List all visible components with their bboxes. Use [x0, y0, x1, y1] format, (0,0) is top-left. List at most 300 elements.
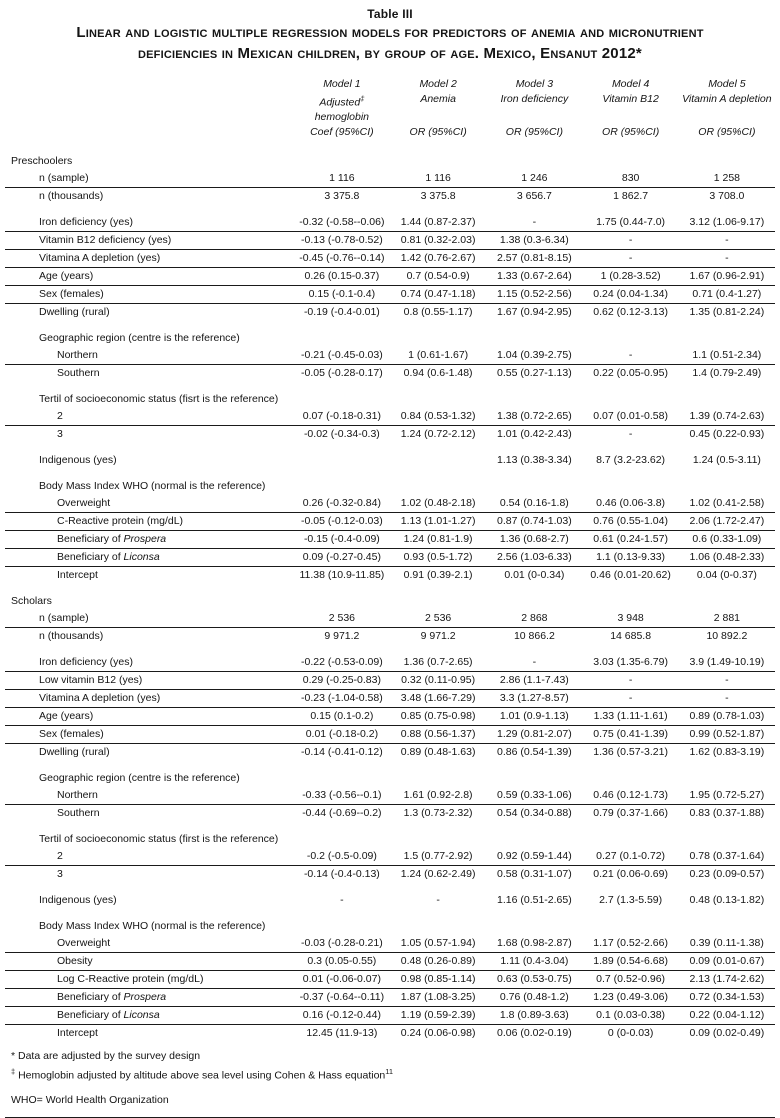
row-label: Indigenous (yes): [39, 894, 117, 906]
column-header-model3-line2: Iron deficiency: [500, 93, 569, 105]
value-cell-model4: 830: [583, 170, 679, 188]
table-row: [5, 347, 775, 365]
value-cell-model2: 0.8 (0.55-1.17): [403, 306, 473, 318]
column-header-model5-line2: Vitamin A depletion: [682, 93, 772, 105]
value-cell-model4: 8.7 (3.2-23.62): [596, 454, 666, 466]
value-cell-model1: -0.21 (-0.45-0.03): [294, 347, 390, 365]
value-cell-model5: 0.23 (0.09-0.57): [689, 868, 765, 880]
section-header-label: Tertil of socioeconomic status (first is the reference): [39, 833, 279, 845]
group-label: Preschoolers: [11, 155, 73, 167]
value-cell-model2: 1.44 (0.87-2.37): [390, 214, 486, 232]
table-row: [5, 512, 775, 530]
value-cell-model4: -: [583, 347, 679, 365]
value-cell-model5: 3 708.0: [709, 190, 745, 202]
value-cell-model2: 1.24 (0.81-1.9): [390, 530, 486, 548]
value-cell-model2: 1.13 (1.01-1.27): [390, 512, 486, 530]
value-cell-model3: 1.29 (0.81-2.07): [486, 725, 582, 743]
value-cell-model3: 1.38 (0.72-2.65): [486, 408, 582, 426]
table-row: [5, 425, 775, 443]
value-cell-model1: 12.45 (11.9-13): [306, 1027, 378, 1039]
value-cell-model2: 3 375.8: [420, 190, 456, 202]
value-cell-model5: 0.72 (0.34-1.53): [679, 988, 775, 1006]
value-cell-model3: 1.8 (0.89-3.63): [486, 1006, 582, 1024]
column-header-model1-line1: Model 1: [323, 78, 361, 90]
table-row: [5, 495, 775, 513]
row-label: Beneficiary of Prospera: [5, 988, 294, 1006]
column-header-model4-line2: Vitamin B12: [602, 93, 659, 105]
footnote-hemoglobin-marker: ‡: [11, 1066, 16, 1076]
value-cell-model4: 0.7 (0.52-0.96): [583, 970, 679, 988]
value-cell-model4: 0.07 (0.01-0.58): [583, 408, 679, 426]
value-cell-model1: -0.19 (-0.4-0.01): [303, 306, 380, 318]
value-cell-model4: -: [583, 231, 679, 249]
group-row: [5, 153, 775, 170]
row-label: Intercept: [57, 569, 98, 581]
row-label: Vitamin B12 deficiency (yes): [5, 231, 294, 249]
table-row: [5, 249, 775, 267]
value-cell-model3: 0.59 (0.33-1.06): [486, 787, 582, 805]
value-cell-model2: 1.42 (0.76-2.67): [390, 249, 486, 267]
value-cell-model3: 2.56 (1.03-6.33): [486, 548, 582, 566]
header-row-3: [5, 125, 775, 140]
value-cell-model2: 0.85 (0.75-0.98): [390, 707, 486, 725]
value-cell-model5: 1.02 (0.41-2.58): [679, 495, 775, 513]
value-cell-model3: 1.15 (0.52-2.56): [486, 285, 582, 303]
table-row: [5, 671, 775, 689]
value-cell-model4: 0.27 (0.1-0.72): [583, 848, 679, 866]
table-row: [5, 689, 775, 707]
spacer-cell: [5, 205, 775, 214]
value-cell-model4: 0.46 (0.01-20.62): [590, 569, 671, 581]
header-row-1: [5, 77, 775, 92]
value-cell-model2: 1.5 (0.77-2.92): [390, 848, 486, 866]
row-label: Dwelling (rural): [39, 306, 110, 318]
spacer-cell: [5, 909, 775, 918]
spacer-cell: [5, 883, 775, 892]
value-cell-model4: 3.03 (1.35-6.79): [583, 654, 679, 672]
table-row: [5, 610, 775, 628]
value-cell-model5: 1.67 (0.96-2.91): [679, 267, 775, 285]
regression-table: [5, 77, 775, 1042]
value-cell-model3: 1.38 (0.3-6.34): [486, 231, 582, 249]
row-label: Northern: [5, 347, 294, 365]
table-row: [5, 627, 775, 645]
row-label: Beneficiary of Liconsa: [5, 548, 294, 566]
value-cell-model4: 1.17 (0.52-2.66): [583, 935, 679, 953]
value-cell-model5: 0.48 (0.13-1.82): [689, 894, 765, 906]
table-title: Linear and logistic multiple regression models for predictors of anemia and micronutrient deficiencies in Mexican children, by group of age. Mexico, Ensanut 2012*: [76, 24, 704, 62]
header-row-2: [5, 92, 775, 125]
value-cell-model3: 1.01 (0.9-1.13): [486, 707, 582, 725]
value-cell-model2: 1.19 (0.59-2.39): [390, 1006, 486, 1024]
table-row: [5, 267, 775, 285]
table-row: [5, 848, 775, 866]
footnote-who: WHO= World Health Organization: [11, 1094, 169, 1106]
value-cell-model1: -0.02 (-0.34-0.3): [303, 428, 380, 440]
section-header-label: Geographic region (centre is the reference): [39, 332, 240, 344]
value-cell-model3: 2.57 (0.81-8.15): [486, 249, 582, 267]
column-header-model3-line3: OR (95%CI): [505, 125, 563, 138]
value-cell-model2: 1.24 (0.72-2.12): [400, 428, 476, 440]
spacer-cell: [5, 761, 775, 770]
value-cell-model5: -: [679, 689, 775, 707]
spacer-row: [5, 443, 775, 452]
value-cell-model3: 0.92 (0.59-1.44): [486, 848, 582, 866]
spacer-cell: [5, 382, 775, 391]
value-cell-model1: -0.14 (-0.41-0.12): [301, 746, 383, 758]
value-cell-model3: 1.04 (0.39-2.75): [486, 347, 582, 365]
value-cell-model5: 2 881: [679, 610, 775, 628]
section-header-label: Geographic region (centre is the reference): [39, 772, 240, 784]
row-label: Low vitamin B12 (yes): [5, 671, 294, 689]
footnotes: [5, 1049, 775, 1109]
value-cell-model5: 0.71 (0.4-1.27): [679, 285, 775, 303]
value-cell-model3: 0.01 (0-0.34): [504, 569, 565, 581]
value-cell-model5: 0.04 (0-0.37): [696, 569, 757, 581]
value-cell-model4: -: [583, 671, 679, 689]
value-cell-model2: 0.32 (0.11-0.95): [390, 671, 486, 689]
value-cell-model5: 10 892.2: [706, 630, 748, 642]
row-label: Vitamina A depletion (yes): [5, 249, 294, 267]
value-cell-model3: 1.11 (0.4-3.04): [486, 952, 582, 970]
value-cell-model3: 1.36 (0.68-2.7): [486, 530, 582, 548]
value-cell-model5: 1.35 (0.81-2.24): [689, 306, 765, 318]
value-cell-model1: [294, 452, 390, 469]
value-cell-model4: -: [583, 689, 679, 707]
table-row: [5, 952, 775, 970]
value-cell-model5: 0.09 (0.01-0.67): [679, 952, 775, 970]
value-cell-model3: 1.68 (0.98-2.87): [486, 935, 582, 953]
footnote-survey-design: [11, 1049, 775, 1064]
value-cell-model5: 0.6 (0.33-1.09): [679, 530, 775, 548]
value-cell-model4: 0.21 (0.06-0.69): [593, 868, 668, 880]
value-cell-model2: 0.7 (0.54-0.9): [390, 267, 486, 285]
value-cell-model3: 0.54 (0.16-1.8): [486, 495, 582, 513]
row-label: Southern: [57, 367, 100, 379]
value-cell-model4: 1.89 (0.54-6.68): [583, 952, 679, 970]
value-cell-model3: 1.16 (0.51-2.65): [497, 894, 572, 906]
column-header-model5-line1: Model 5: [708, 78, 746, 90]
value-cell-model5: 2.06 (1.72-2.47): [679, 512, 775, 530]
value-cell-model4: 1.23 (0.49-3.06): [583, 988, 679, 1006]
value-cell-model2: 0.74 (0.47-1.18): [390, 285, 486, 303]
table-row: [5, 231, 775, 249]
header-padding-cell: [5, 140, 775, 153]
table-row: [5, 787, 775, 805]
footnote-hemoglobin-ref: 11: [385, 1066, 394, 1076]
footnote-survey-text: * Data are adjusted by the survey design: [11, 1049, 201, 1062]
value-cell-model4: 1.33 (1.11-1.61): [583, 707, 679, 725]
value-cell-model1: 11.38 (10.9-11.85): [299, 569, 385, 581]
row-label: Iron deficiency (yes): [5, 654, 294, 672]
value-cell-model4: 1.75 (0.44-7.0): [583, 214, 679, 232]
value-cell-model5: 3.12 (1.06-9.17): [679, 214, 775, 232]
value-cell-model4: 1.1 (0.13-9.33): [583, 548, 679, 566]
row-label: Sex (females): [5, 725, 294, 743]
value-cell-model4: 0.76 (0.55-1.04): [583, 512, 679, 530]
value-cell-model5: 1.1 (0.51-2.34): [679, 347, 775, 365]
footnote-hemoglobin-text: Hemoglobin adjusted by altitude above sea level using Cohen & Hass equation: [15, 1069, 386, 1081]
spacer-row: [5, 382, 775, 391]
header-padding-row: [5, 140, 775, 153]
section-header-row: [5, 330, 775, 347]
table-row: [5, 452, 775, 469]
table-row: [5, 725, 775, 743]
section-header-label: Body Mass Index WHO (normal is the reference): [39, 920, 266, 932]
column-header-model3-line1: Model 3: [515, 78, 554, 90]
value-cell-model1: -0.03 (-0.28-0.21): [294, 935, 390, 953]
row-label: 3: [57, 428, 63, 440]
column-header-model2-line3: OR (95%CI): [409, 125, 467, 138]
row-label: Intercept: [57, 1027, 98, 1039]
row-label: 3: [57, 868, 63, 880]
column-header-model1-line3: Coef (95%CI): [310, 125, 374, 138]
value-cell-model2: 3.48 (1.66-7.29): [390, 689, 486, 707]
value-cell-model5: -: [679, 249, 775, 267]
row-label: Beneficiary of Prospera: [5, 530, 294, 548]
value-cell-model5: 1.24 (0.5-3.11): [692, 454, 761, 466]
value-cell-model1: 0.26 (-0.32-0.84): [294, 495, 390, 513]
value-cell-model5: 0.22 (0.04-1.12): [679, 1006, 775, 1024]
row-label: 2: [5, 848, 294, 866]
value-cell-model5: 0.09 (0.02-0.49): [689, 1027, 765, 1039]
column-header-model2-line2: Anemia: [420, 93, 456, 105]
spacer-cell: [5, 469, 775, 478]
row-label: Age (years): [5, 267, 294, 285]
value-cell-model2: 0.48 (0.26-0.89): [390, 952, 486, 970]
value-cell-model1: 0.15 (-0.1-0.4): [294, 285, 390, 303]
value-cell-model1: -0.23 (-1.04-0.58): [294, 689, 390, 707]
table-row: [5, 743, 775, 761]
spacer-row: [5, 883, 775, 892]
row-label: n (thousands): [39, 630, 104, 642]
table-row: [5, 970, 775, 988]
table-row: [5, 1006, 775, 1024]
table-row: [5, 303, 775, 321]
group-label: Scholars: [11, 595, 52, 607]
value-cell-model1: 0.01 (-0.06-0.07): [294, 970, 390, 988]
value-cell-model4: 0 (0-0.03): [607, 1027, 654, 1039]
value-cell-model5: 0.39 (0.11-1.38): [679, 935, 775, 953]
value-cell-model4: 1 862.7: [613, 190, 649, 202]
table-row: [5, 865, 775, 883]
row-label: n (sample): [5, 610, 294, 628]
value-cell-model3: 2 868: [486, 610, 582, 628]
row-label: Dwelling (rural): [39, 746, 110, 758]
value-cell-model2: 2 536: [390, 610, 486, 628]
section-header-label: Body Mass Index WHO (normal is the reference): [39, 480, 266, 492]
value-cell-model4: 0.46 (0.06-3.8): [583, 495, 679, 513]
value-cell-model2: 0.94 (0.6-1.48): [403, 367, 473, 379]
row-label: Indigenous (yes): [39, 454, 117, 466]
value-cell-model4: 0.62 (0.12-3.13): [593, 306, 668, 318]
value-cell-model3: 0.58 (0.31-1.07): [497, 868, 572, 880]
section-header-row: [5, 918, 775, 935]
value-cell-model4: 0.46 (0.12-1.73): [583, 787, 679, 805]
value-cell-model1: -0.05 (-0.28-0.17): [301, 367, 383, 379]
value-cell-model3: 0.63 (0.53-0.75): [486, 970, 582, 988]
value-cell-model5: 1 258: [679, 170, 775, 188]
header-spacer-cell: [5, 125, 294, 140]
value-cell-model5: 0.99 (0.52-1.87): [679, 725, 775, 743]
spacer-cell: [5, 645, 775, 654]
table-header: [5, 77, 775, 153]
value-cell-model1: 0.07 (-0.18-0.31): [294, 408, 390, 426]
value-cell-model2: 1.61 (0.92-2.8): [390, 787, 486, 805]
row-label: Vitamina A depletion (yes): [5, 689, 294, 707]
value-cell-model4: -: [628, 428, 633, 440]
value-cell-model5: 1.06 (0.48-2.33): [679, 548, 775, 566]
table-row: [5, 804, 775, 822]
row-label: Beneficiary of Liconsa: [5, 1006, 294, 1024]
value-cell-model3: 1.13 (0.38-3.34): [497, 454, 572, 466]
section-header-row: [5, 391, 775, 408]
spacer-cell: [5, 584, 775, 593]
value-cell-model1: -0.13 (-0.78-0.52): [294, 231, 390, 249]
value-cell-model2: 1.24 (0.62-2.49): [400, 868, 476, 880]
value-cell-model4: 0.79 (0.37-1.66): [593, 807, 668, 819]
row-label: Iron deficiency (yes): [5, 214, 294, 232]
header-spacer-cell: [5, 77, 294, 92]
value-cell-model1: -0.32 (-0.58--0.06): [294, 214, 390, 232]
spacer-row: [5, 205, 775, 214]
table-row: [5, 892, 775, 909]
value-cell-model2: 1.36 (0.7-2.65): [390, 654, 486, 672]
table-row: [5, 170, 775, 188]
value-cell-model2: 1 (0.61-1.67): [390, 347, 486, 365]
value-cell-model4: -: [583, 249, 679, 267]
value-cell-model2: 0.98 (0.85-1.14): [390, 970, 486, 988]
value-cell-model1: -0.22 (-0.53-0.09): [294, 654, 390, 672]
value-cell-model3: 0.76 (0.48-1.2): [486, 988, 582, 1006]
value-cell-model1: 9 971.2: [324, 630, 360, 642]
value-cell-model2: 0.81 (0.32-2.03): [390, 231, 486, 249]
table-row: [5, 548, 775, 566]
value-cell-model4: 0.61 (0.24-1.57): [583, 530, 679, 548]
value-cell-model3: 1.33 (0.67-2.64): [486, 267, 582, 285]
value-cell-model2: 1.3 (0.73-2.32): [403, 807, 473, 819]
value-cell-model4: 0.1 (0.03-0.38): [583, 1006, 679, 1024]
spacer-row: [5, 584, 775, 593]
value-cell-model1: -0.14 (-0.4-0.13): [303, 868, 380, 880]
row-label: 2: [5, 408, 294, 426]
value-cell-model2: 1.87 (1.08-3.25): [390, 988, 486, 1006]
value-cell-model1: 2 536: [294, 610, 390, 628]
value-cell-model1: -0.15 (-0.4-0.09): [294, 530, 390, 548]
value-cell-model2: 0.89 (0.48-1.63): [400, 746, 476, 758]
row-label: n (sample): [5, 170, 294, 188]
value-cell-model1: -0.44 (-0.69--0.2): [302, 807, 382, 819]
value-cell-model5: 1.39 (0.74-2.63): [679, 408, 775, 426]
row-label: Sex (females): [5, 285, 294, 303]
column-header-model4-line3: OR (95%CI): [602, 125, 660, 138]
row-label: Log C-Reactive protein (mg/dL): [5, 970, 294, 988]
value-cell-model1: -0.2 (-0.5-0.09): [294, 848, 390, 866]
row-label: Overweight: [5, 495, 294, 513]
value-cell-model1: 3 375.8: [324, 190, 360, 202]
spacer-row: [5, 761, 775, 770]
table-body: [5, 153, 775, 1042]
value-cell-model3: 1.01 (0.42-2.43): [497, 428, 572, 440]
value-cell-model4: 0.24 (0.04-1.34): [583, 285, 679, 303]
row-label: n (thousands): [39, 190, 104, 202]
column-header-model1-line2: Adjusted‡ hemoglobin: [314, 94, 370, 123]
value-cell-model3: 3.3 (1.27-8.57): [486, 689, 582, 707]
row-label: Southern: [57, 807, 100, 819]
value-cell-model5: 1.62 (0.83-3.19): [689, 746, 765, 758]
spacer-row: [5, 321, 775, 330]
value-cell-model5: 1.4 (0.79-2.49): [692, 367, 762, 379]
table-row: [5, 364, 775, 382]
value-cell-model5: -: [679, 231, 775, 249]
value-cell-model2: 1.05 (0.57-1.94): [390, 935, 486, 953]
value-cell-model2: 0.93 (0.5-1.72): [390, 548, 486, 566]
value-cell-model3: 0.55 (0.27-1.13): [497, 367, 572, 379]
value-cell-model1: -0.45 (-0.76--0.14): [294, 249, 390, 267]
value-cell-model2: 1 116: [390, 170, 486, 188]
spacer-row: [5, 822, 775, 831]
spacer-cell: [5, 822, 775, 831]
section-header-row: [5, 478, 775, 495]
value-cell-model5: 0.83 (0.37-1.88): [689, 807, 765, 819]
value-cell-model1: 1 116: [294, 170, 390, 188]
spacer-row: [5, 909, 775, 918]
table-row: [5, 988, 775, 1006]
value-cell-model2: 9 971.2: [420, 630, 456, 642]
group-row: [5, 593, 775, 610]
row-label: Obesity: [5, 952, 294, 970]
value-cell-model1: 0.29 (-0.25-0.83): [294, 671, 390, 689]
header-spacer-cell: [5, 92, 294, 125]
value-cell-model4: 0.75 (0.41-1.39): [583, 725, 679, 743]
value-cell-model2: [390, 452, 486, 469]
column-header-model4-line1: Model 4: [611, 78, 650, 90]
value-cell-model4: 14 685.8: [610, 630, 652, 642]
value-cell-model3: 0.86 (0.54-1.39): [497, 746, 572, 758]
section-header-row: [5, 831, 775, 848]
value-cell-model3: -: [486, 654, 582, 672]
value-cell-model2: 0.84 (0.53-1.32): [390, 408, 486, 426]
value-cell-model2: 0.88 (0.56-1.37): [390, 725, 486, 743]
value-cell-model1: 0.09 (-0.27-0.45): [294, 548, 390, 566]
row-label: Overweight: [5, 935, 294, 953]
spacer-row: [5, 469, 775, 478]
value-cell-model1: -0.05 (-0.12-0.03): [294, 512, 390, 530]
value-cell-model1: 0.16 (-0.12-0.44): [294, 1006, 390, 1024]
section-header-label: Tertil of socioeconomic status (fisrt is the reference): [39, 393, 279, 405]
value-cell-model1: -0.33 (-0.56--0.1): [294, 787, 390, 805]
value-cell-model1: 0.15 (0.1-0.2): [294, 707, 390, 725]
value-cell-model5: 0.45 (0.22-0.93): [689, 428, 765, 440]
table-row: [5, 707, 775, 725]
value-cell-model5: 0.89 (0.78-1.03): [679, 707, 775, 725]
section-header-row: [5, 770, 775, 787]
value-cell-model3: 2.86 (1.1-7.43): [486, 671, 582, 689]
row-label: Age (years): [5, 707, 294, 725]
value-cell-model5: 0.78 (0.37-1.64): [679, 848, 775, 866]
table-row: [5, 408, 775, 426]
table-row: [5, 935, 775, 953]
value-cell-model4: 0.22 (0.05-0.95): [593, 367, 668, 379]
value-cell-model1: -0.37 (-0.64--0.11): [294, 988, 390, 1006]
row-label: Northern: [5, 787, 294, 805]
value-cell-model4: 1 (0.28-3.52): [583, 267, 679, 285]
value-cell-model5: 2.13 (1.74-2.62): [679, 970, 775, 988]
row-label: C-Reactive protein (mg/dL): [5, 512, 294, 530]
table-row: [5, 187, 775, 205]
value-cell-model4: 1.36 (0.57-3.21): [593, 746, 668, 758]
value-cell-model3: 1.67 (0.94-2.95): [497, 306, 572, 318]
